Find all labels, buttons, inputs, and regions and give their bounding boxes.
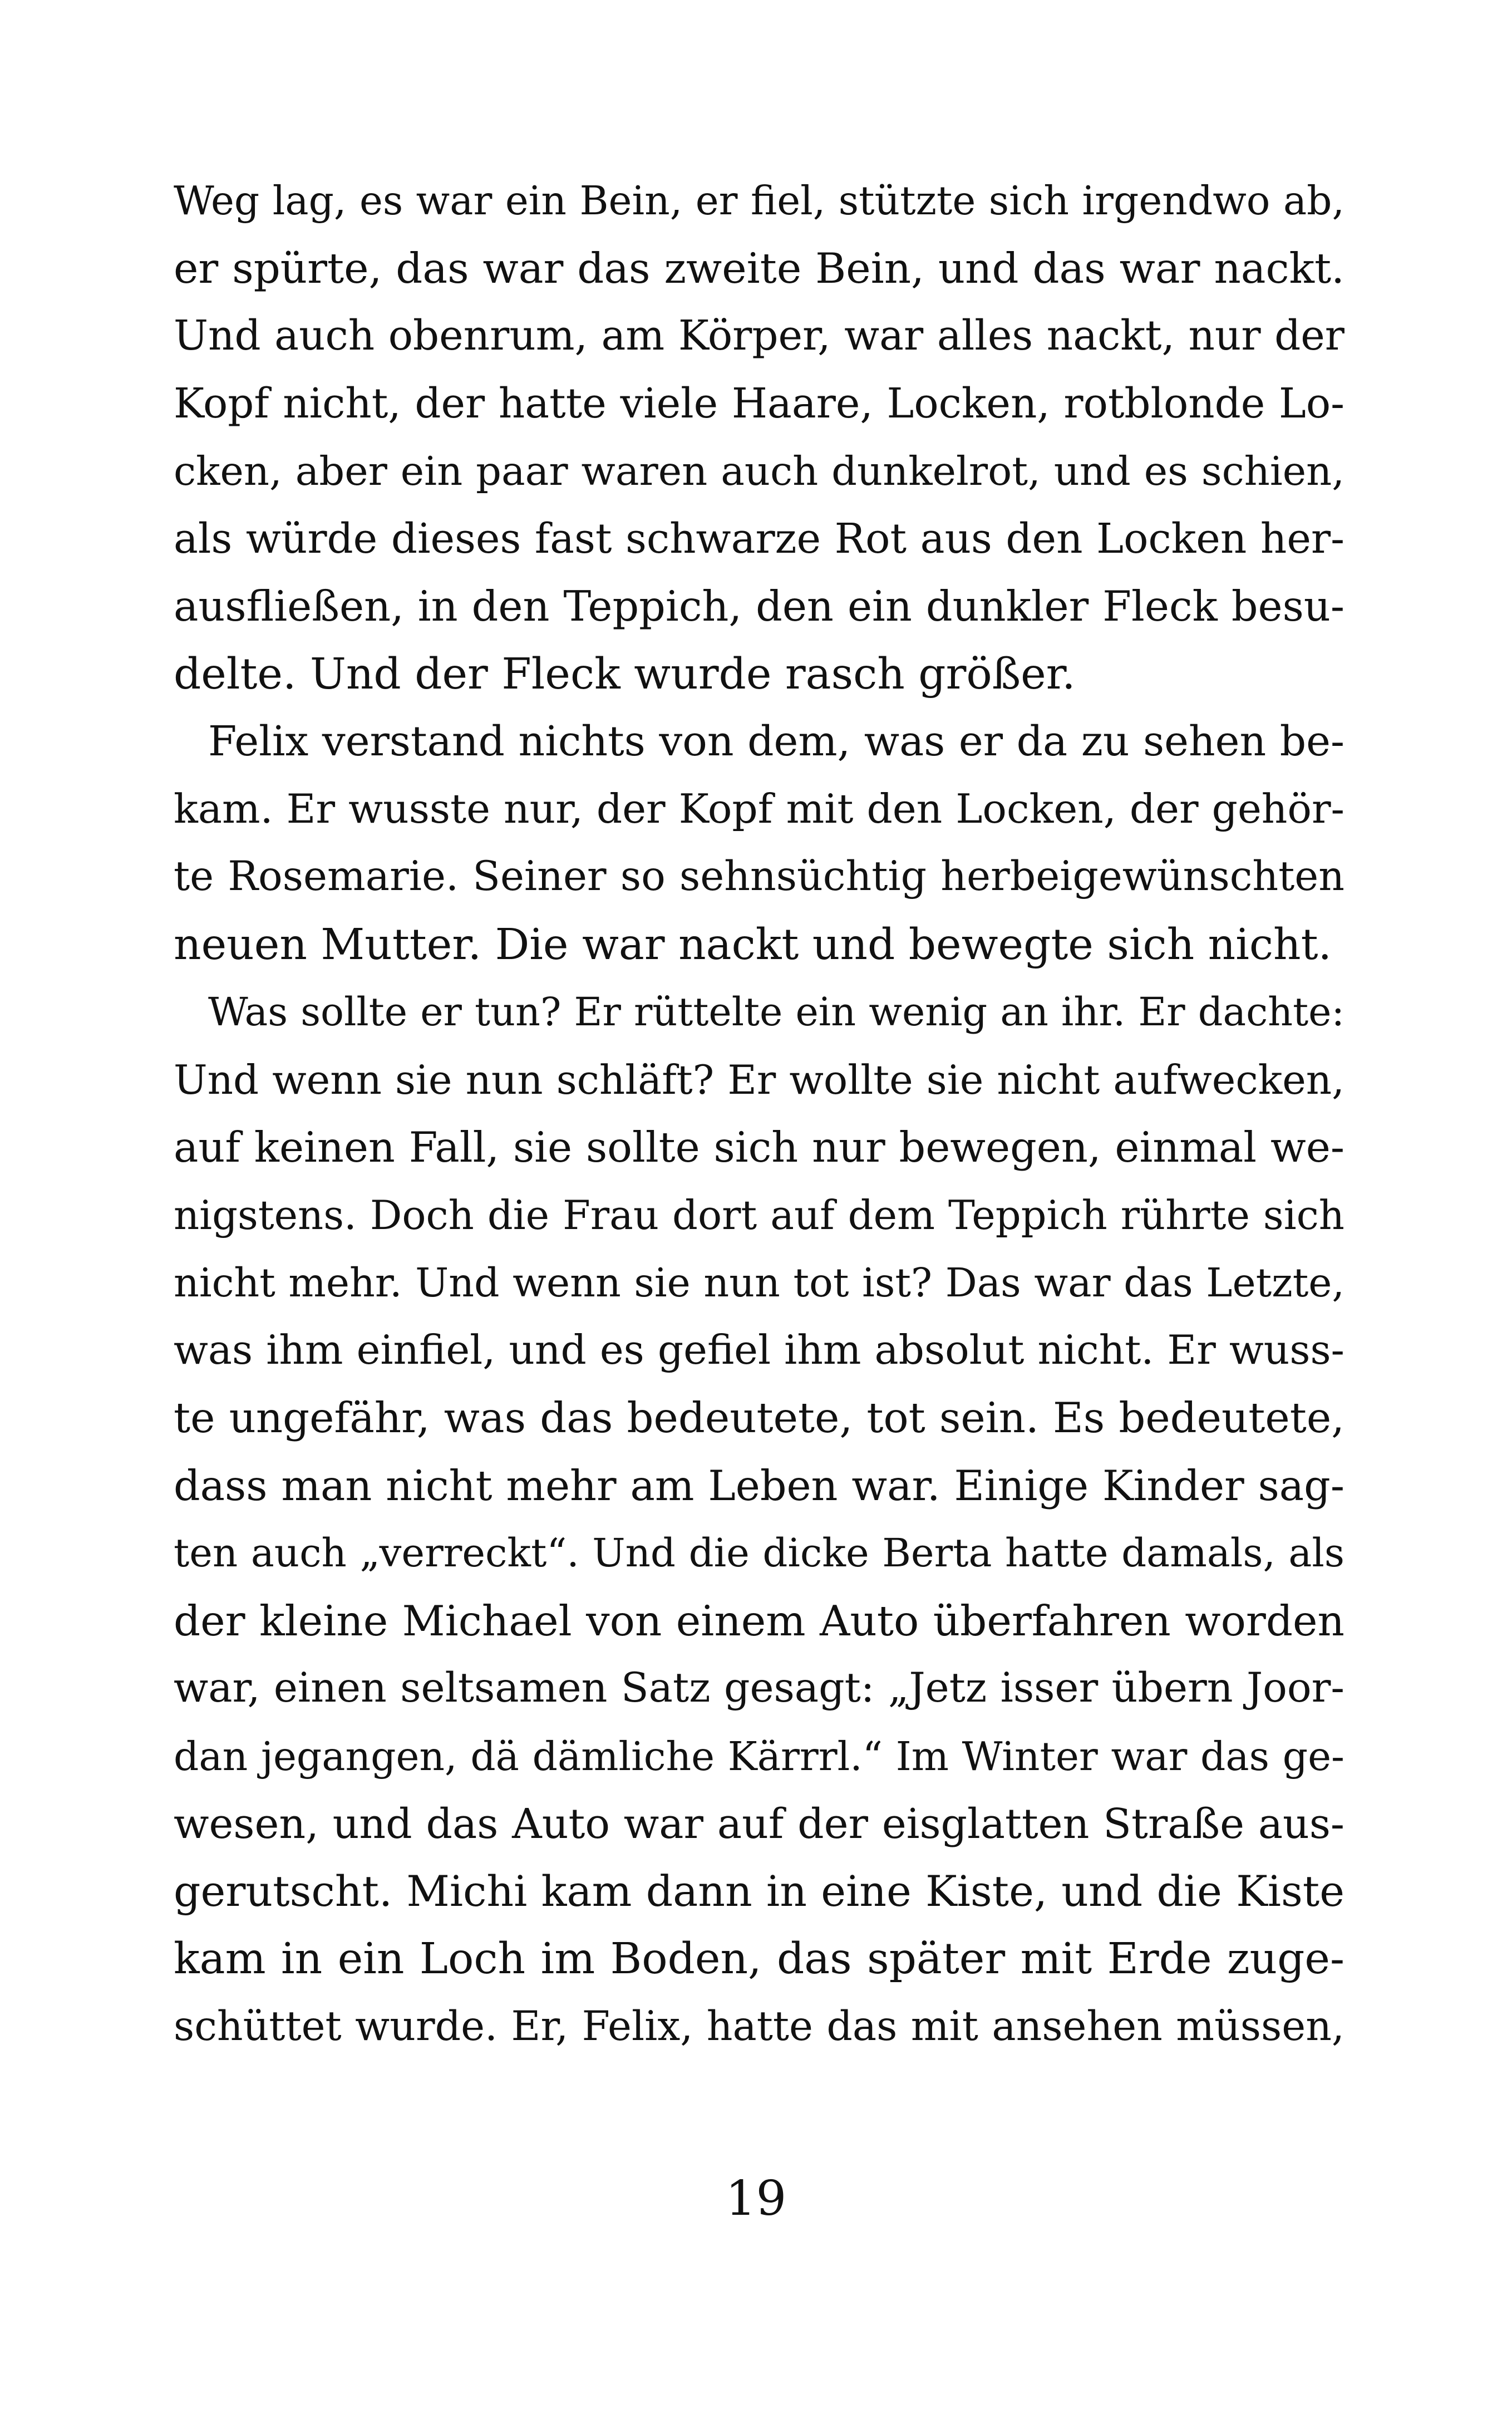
text-line: der kleine Michael von einem Auto überfahren worden bbox=[174, 1596, 1344, 1645]
text-line: Und wenn sie nun schläft? Er wollte sie nicht aufwecken, bbox=[174, 1056, 1344, 1103]
text-line: delte. Und der Fleck wurde rasch größer. bbox=[174, 649, 1076, 699]
text-line: te ungefähr, was das bedeutete, tot sein. Es bedeutete, bbox=[174, 1393, 1344, 1442]
body-text bbox=[174, 167, 1344, 2061]
text-line: war, einen seltsamen Satz gesagt: „Jetz isser übern Joor- bbox=[174, 1665, 1344, 1712]
text-line: nigstens. Doch die Frau dort auf dem Teppich rührte sich bbox=[174, 1191, 1344, 1238]
text-line: nicht mehr. Und wenn sie nun tot ist? Das war das Letzte, bbox=[174, 1260, 1344, 1306]
paragraph-first-line: Felix verstand nichts von dem, was er da zu sehen be- bbox=[208, 717, 1344, 765]
text-line: Und auch obenrum, am Körper, war alles nackt, nur der bbox=[174, 312, 1344, 360]
text-line: was ihm einfiel, und es gefiel ihm absolut nicht. Er wuss- bbox=[174, 1326, 1344, 1374]
text-line: neuen Mutter. Die war nackt und bewegte sich nicht. bbox=[174, 920, 1332, 970]
text-line: Weg lag, es war ein Bein, er fiel, stützte sich irgendwo ab, bbox=[174, 178, 1344, 224]
page-number: 19 bbox=[725, 2171, 787, 2226]
text-line: auf keinen Fall, sie sollte sich nur bewegen, einmal we- bbox=[174, 1123, 1344, 1172]
text-line: kam in ein Loch im Boden, das später mit Erde zuge- bbox=[174, 1934, 1344, 1984]
text-line: schüttet wurde. Er, Felix, hatte das mit ansehen müssen, bbox=[174, 2003, 1344, 2050]
text-line: wesen, und das Auto war auf der eisglatten Straße aus- bbox=[174, 1800, 1344, 1848]
text-line: er spürte, das war das zweite Bein, und das war nackt. bbox=[174, 243, 1344, 293]
text-line: te Rosemarie. Seiner so sehnsüchtig herbeigewünschten bbox=[174, 853, 1344, 900]
text-line: cken, aber ein paar waren auch dunkelrot, und es schien, bbox=[174, 448, 1344, 494]
text-line: dass man nicht mehr am Leben war. Einige Kinder sag- bbox=[174, 1461, 1344, 1510]
text-line: gerutscht. Michi kam dann in eine Kiste, und die Kiste bbox=[174, 1866, 1344, 1916]
text-line: Kopf nicht, der hatte viele Haare, Locken, rotblonde Lo- bbox=[174, 380, 1344, 427]
text-line: als würde dieses fast schwarze Rot aus den Locken her- bbox=[174, 515, 1344, 563]
paragraph-first-line: Was sollte er tun? Er rüttelte ein wenig an ihr. Er dachte: bbox=[208, 990, 1344, 1035]
text-line: ten auch „verreckt“. Und die dicke Berta hatte damals, als bbox=[174, 1530, 1344, 1576]
text-line: kam. Er wusste nur, der Kopf mit den Locken, der gehör- bbox=[174, 785, 1344, 833]
text-line: dan jegangen, dä dämliche Kärrrl.“ Im Winter war das ge- bbox=[174, 1733, 1344, 1780]
text-line: ausfließen, in den Teppich, den ein dunkler Fleck besu- bbox=[174, 582, 1344, 631]
